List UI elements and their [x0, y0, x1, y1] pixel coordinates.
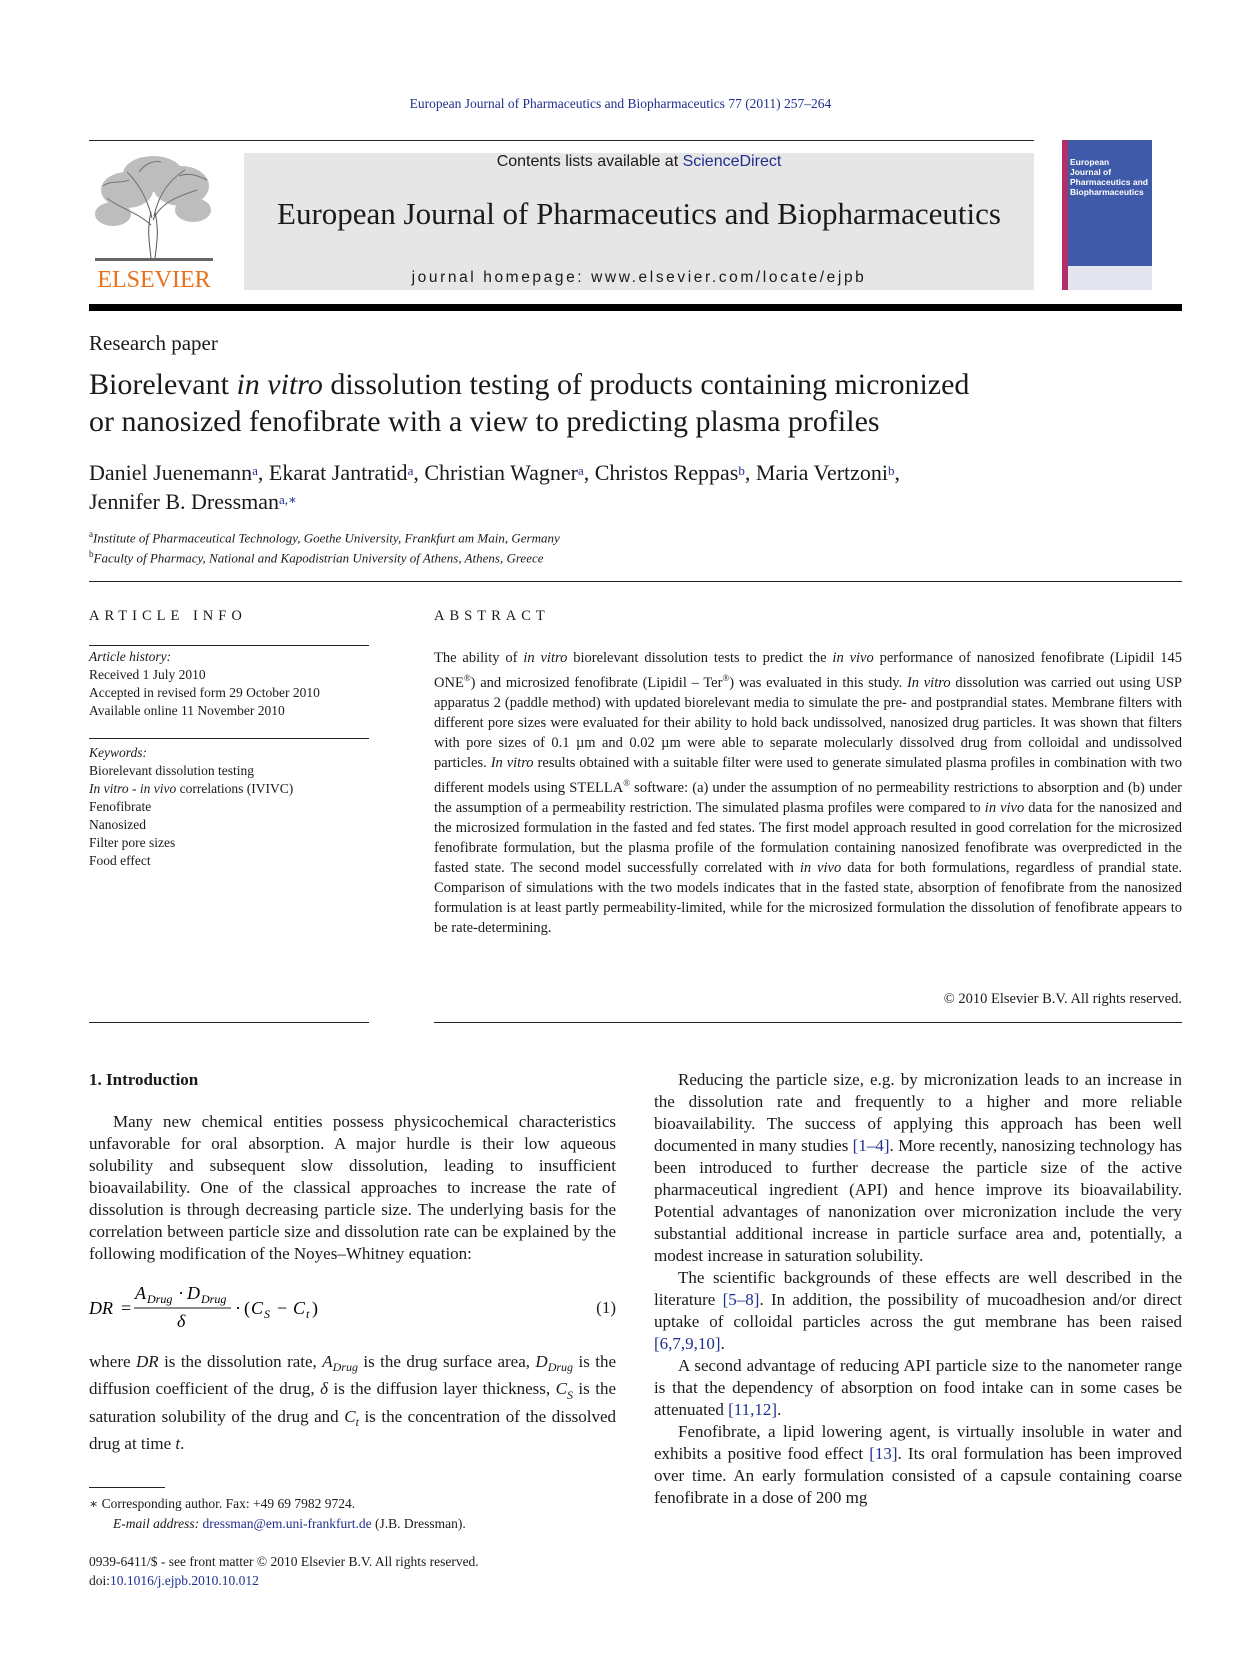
keyword-item — [89, 852, 379, 870]
keyword-text: correlations (IVIVC) — [176, 781, 294, 796]
issn-line: 0939-6411/$ - see front matter © 2010 Elsevier B.V. All rights reserved. — [89, 1554, 479, 1569]
header-thick-rule — [89, 304, 1182, 311]
email-link[interactable]: dressman@em.uni-frankfurt.de — [202, 1516, 372, 1531]
author-name: Ekarat Jantratid — [268, 460, 408, 485]
eq-delta: δ — [177, 1311, 186, 1331]
author-separator: , — [894, 460, 901, 485]
email-label: E-mail address: — [113, 1516, 203, 1531]
corresponding-author — [89, 1494, 466, 1514]
eq-ct-sub: t — [306, 1307, 310, 1321]
author-affil-link[interactable]: a,∗ — [279, 492, 297, 507]
homepage-line — [244, 269, 1034, 287]
email-suffix: (J.B. Dressman). — [371, 1516, 466, 1531]
journal-cover-text — [1070, 157, 1150, 197]
contents-line — [244, 153, 1034, 171]
author-name: Maria Vertzoni — [755, 460, 889, 485]
intro-paragraph-5: Fenofibrate, a lipid lowering agent, is virtually insoluble in water and exhibits a positive food effect [13]. Its oral formulation has been improved over time. An early formulation consisted of a capsule containing coarse fenofibrate in a dose of 200 mg — [654, 1422, 1182, 1507]
cover-line-1: European — [1070, 157, 1110, 167]
article-info-rule — [89, 645, 369, 646]
homepage-url[interactable]: www.elsevier.com/locate/ejpb — [591, 269, 867, 286]
author-separator: , — [413, 460, 425, 485]
journal-reference[interactable]: European Journal of Pharmaceutics and Biopharmaceutics 77 (2011) 257–264 — [409, 96, 832, 111]
keyword-text: Food effect — [89, 853, 151, 868]
author-name: Christian Wagner — [424, 460, 578, 485]
article-info-heading: ARTICLE INFO — [89, 608, 247, 624]
history-received: Received 1 July 2010 — [89, 667, 206, 682]
title-line-2: or nanosized fenofibrate with a view to predicting plasma profiles — [89, 405, 880, 438]
keyword-item — [89, 834, 379, 852]
eq-cs: C — [251, 1298, 264, 1318]
affiliation-marker: a — [89, 529, 93, 539]
keyword-item — [89, 798, 379, 816]
author-affil-link[interactable]: a — [252, 463, 258, 478]
author-name: Daniel Juenemann — [89, 460, 253, 485]
intro-paragraph-2: Reducing the particle size, e.g. by micronization leads to an increase in the dissolution rate and frequently to a higher and more reliable bioavailability. The success of applying this approach has been well documented in many studies [1–4]. More recently, nanosizing technology has been introduced to further decrease the particle size of the active pharmaceutical ingredient (API) and hence improve its bioavailability. Potential advantages of nanonization over micronization include the very substantial additional increase in particle surface area and, potentially, a modest increase in saturation solubility. — [654, 1070, 1182, 1265]
eq-a-sub: Drug — [147, 1292, 173, 1306]
equation-explanation: where DR is the dissolution rate, $A_{Drug}$ is the drug surface area, $D_{Drug}$ is the diffusion coefficient of the drug, δ is the diffusion layer thickness, $C_S$ is the saturation solubility of the drug and $C_t$ is the concentration of the dissolved drug at time t. — [89, 1352, 617, 1454]
history-accepted: Accepted in revised form 29 October 2010 — [89, 685, 320, 700]
abstract-heading: ABSTRACT — [434, 608, 550, 624]
abstract-text: The ability of in vitro biorelevant dissolution tests to predict the in vivo performance of nanosized fenofibrate (Lipidil 145 ONE®) and microsized fenofibrate (Lipidil – Ter®) was evaluated in this study. In vitro dissolution was carried out using USP apparatus 2 (paddle method) with updated biorelevant media to simulate the pre- and postprandial states. Membrane filters with different pore sizes were evaluated for their ability to hold back undissolved, nanosized drug particles. It was shown that filters with pore sizes of 0.1 µm and 0.02 µm were able to separate molecularly dissolved drug from colloidal and undissolved particles. In vitro results obtained with a suitable filter were used to generate simulated plasma profiles in combination with two different models using STELLA® software: (a) under the assumption of no permeability restrictions to absorption and (b) under the assumption of a permeability restriction. The simulated plasma profiles were compared to in vivo data for the nanosized and the microsized formulation in the fasted and fed states. The first model approach resulted in good correlation for the microsized fenofibrate formulation, but the plasma profile of the formulation containing nanosized fenofibrate was overpredicted in the fasted state. The second model successfully correlated with in vivo data for both formulations, regardless of prandial state. Comparison of simulations with the two models indicates that in the fasted state, absorption of fenofibrate from the nanosized formulation is at least partly permeability-limited, while for the microsized formulation the dissolution of fenofibrate appears to be rate-determining. — [434, 650, 1183, 936]
keyword-italic: In vitro - in vivo — [89, 781, 177, 796]
citation-link[interactable]: [13] — [869, 1444, 898, 1463]
eq-paren-close: ) — [312, 1298, 318, 1318]
intro-paragraph-1: Many new chemical entities possess physicochemical characteristics unfavorable for oral absorption. A major hurdle is their low aqueous solubility and subsequent slow dissolution, leading to insufficient bioavailability. One of the classical approaches to increase the rate of dissolution is through decreasing particle size. The underlying basis for the correlation between particle size and dissolution rate can be explained by the following modification of the Noyes–Whitney equation: — [89, 1112, 616, 1263]
eq-d-sub: Drug — [201, 1292, 227, 1306]
keyword-item — [89, 816, 379, 834]
footnote-marker: ∗ — [89, 1496, 99, 1511]
intro-paragraph-3: The scientific backgrounds of these effects are well described in the literature [5–8]. In addition, the possibility of mucoadhesion and/or direct uptake of colloidal particles across the gut membrane has been raised [6,7,9,10]. — [654, 1268, 1183, 1353]
article-type: Research paper — [89, 331, 218, 355]
affiliation-marker: b — [89, 549, 94, 560]
author-separator: , — [744, 460, 756, 485]
title-italic: in vitro — [236, 368, 323, 401]
footnote — [89, 1494, 466, 1534]
history-online: Available online 11 November 2010 — [89, 703, 285, 718]
keyword-item — [89, 762, 379, 780]
cover-line-4: Biopharmaceutics — [1070, 187, 1144, 197]
eq-dot-2: · — [235, 1298, 241, 1318]
sciencedirect-link[interactable]: ScienceDirect — [682, 153, 782, 170]
abstract-end-rule — [434, 1022, 1182, 1023]
affiliation-text: Institute of Pharmaceutical Technology, Goethe University, Frankfurt am Main, Germany — [93, 530, 560, 546]
issn-block — [89, 1552, 479, 1590]
article-info-end-rule — [89, 1022, 369, 1023]
keyword-text: Fenofibrate — [89, 799, 152, 814]
author-affil-link[interactable]: b — [738, 463, 745, 478]
keyword-text: Biorelevant dissolution testing — [89, 763, 254, 778]
author-affil-link[interactable]: a — [577, 463, 584, 478]
title-part: dissolution testing of products containing micronized — [322, 368, 970, 401]
cover-line-2: Journal of — [1070, 167, 1112, 177]
eq-paren-open: ( — [244, 1298, 250, 1318]
author-separator: , — [257, 460, 269, 485]
citation-link[interactable]: [5–8] — [722, 1290, 760, 1309]
citation-link[interactable]: [6,7,9,10] — [654, 1334, 721, 1353]
author-name: Jennifer B. Dressman — [89, 489, 280, 514]
affiliation-b — [89, 546, 560, 566]
doi-line — [89, 1571, 479, 1590]
article-history — [89, 648, 379, 720]
email-line — [89, 1514, 466, 1534]
eq-minus: − — [277, 1298, 288, 1318]
elsevier-wordmark: ELSEVIER — [97, 267, 211, 293]
affiliation-rule — [89, 581, 1182, 582]
intro-paragraph-4: A second advantage of reducing API particle size to the nanometer range is that the dependency of absorption on food intake can in some cases be attenuated [11,12]. — [654, 1356, 1182, 1419]
citation-link[interactable]: [11,12] — [728, 1400, 778, 1419]
body-right-column — [654, 1069, 1182, 1509]
eq-dot: · — [178, 1283, 184, 1303]
eq-dr: DR — [89, 1298, 113, 1318]
citation-link[interactable]: [1–4] — [852, 1136, 890, 1155]
paper-title — [89, 366, 1089, 440]
affiliation-a — [89, 526, 560, 546]
journal-cover-footer — [1068, 266, 1152, 290]
equation-number: (1) — [596, 1298, 616, 1317]
cover-line-3: Pharmaceutics and — [1070, 177, 1148, 187]
author-name: Christos Reppas — [594, 460, 739, 485]
eq-equals: = — [121, 1298, 132, 1318]
elsevier-logo — [89, 150, 219, 295]
affiliation-text: Faculty of Pharmacy, National and Kapodistrian University of Athens, Athens, Greece — [93, 550, 544, 566]
doi-link[interactable]: 10.1016/j.ejpb.2010.10.012 — [110, 1573, 259, 1588]
body-left-column — [89, 1069, 616, 1455]
author-separator: , — [583, 460, 595, 485]
homepage-prefix: journal homepage: — [411, 269, 592, 286]
history-label: Article history: — [89, 649, 172, 664]
journal-title: European Journal of Pharmaceutics and Biopharmaceutics — [277, 196, 1001, 231]
footnote-rule — [89, 1487, 165, 1488]
header-top-rule — [89, 140, 1034, 141]
eq-a: A — [135, 1283, 146, 1303]
abstract-copyright: © 2010 Elsevier B.V. All rights reserved. — [943, 991, 1182, 1007]
author-affil-link[interactable]: a — [407, 463, 414, 478]
eq-ct: C — [293, 1298, 306, 1318]
eq-cs-sub: S — [264, 1307, 270, 1321]
contents-prefix: Contents lists available at — [496, 153, 683, 170]
keywords — [89, 744, 379, 870]
keywords-rule — [89, 738, 369, 739]
title-part: Biorelevant — [89, 368, 237, 401]
section-heading: 1. Introduction — [89, 1070, 199, 1089]
author-affil-link[interactable]: b — [888, 463, 895, 478]
corresponding-text: Corresponding author. Fax: +49 69 7982 9724. — [98, 1496, 356, 1511]
keyword-text: Filter pore sizes — [89, 835, 176, 850]
keyword-text: Nanosized — [89, 817, 146, 832]
keyword-item — [89, 780, 379, 798]
eq-d: D — [187, 1283, 200, 1303]
noyes-whitney-equation — [89, 1279, 349, 1339]
doi-label: doi: — [89, 1573, 111, 1588]
affiliations — [89, 526, 560, 567]
author-list — [89, 458, 1149, 516]
equation-1 — [89, 1279, 616, 1339]
keywords-label: Keywords: — [89, 745, 147, 760]
